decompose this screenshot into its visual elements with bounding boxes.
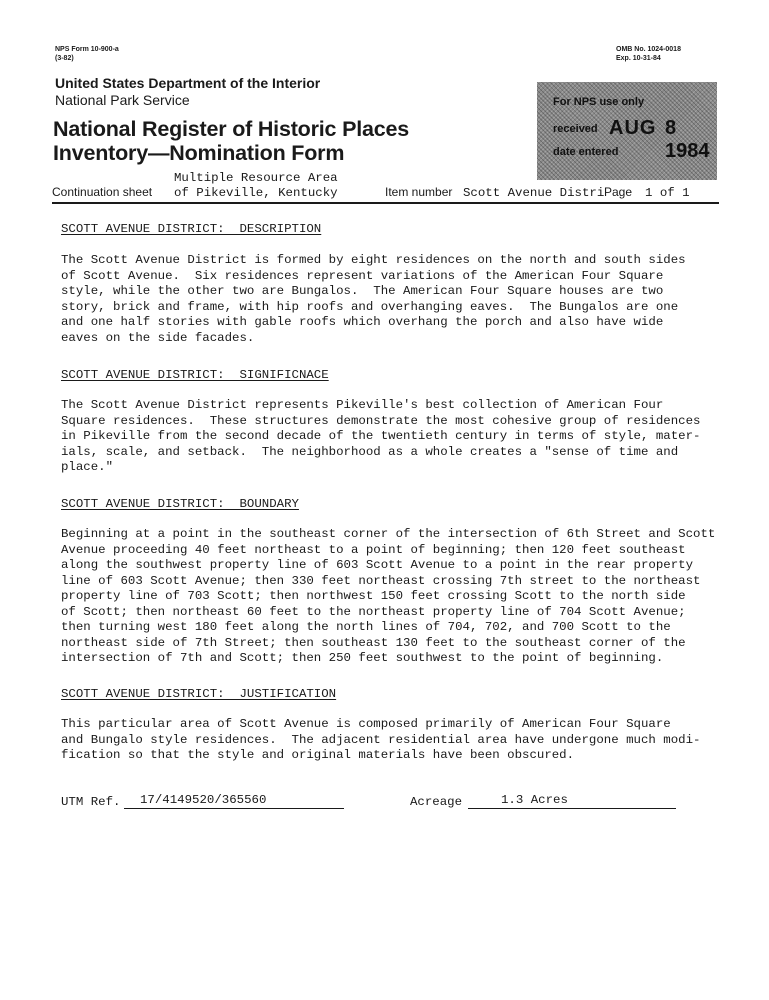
justification-heading: SCOTT AVENUE DISTRICT: JUSTIFICATION: [61, 687, 337, 701]
page-label: Page: [604, 185, 633, 199]
paragraph-line: ials, scale, and setback. The neighborhood as a whole creates a "sense of time and: [61, 444, 679, 459]
item-number-value: Scott Avenue Distri: [463, 186, 605, 200]
paragraph-line: northeast side of 7th Street; then southeast 130 feet to the southeast corner of the: [61, 635, 686, 650]
boundary-heading: SCOTT AVENUE DISTRICT: BOUNDARY: [61, 497, 299, 511]
significance-heading: SCOTT AVENUE DISTRICT: SIGNIFICNACE: [61, 368, 329, 382]
acreage-label: Acreage: [410, 795, 463, 809]
paragraph-line: story, brick and frame, with hip roofs and overhanging eaves. The Bungalos are one: [61, 299, 679, 314]
paragraph-line: style, while the other two are Bungalos. The American Four Square houses are two: [61, 284, 664, 298]
acreage-underline: [468, 808, 676, 809]
acreage-value: 1.3 Acres: [501, 793, 568, 807]
paragraph-line: place.": [61, 460, 114, 474]
paragraph-line: The Scott Avenue District is formed by eight residences on the north and south sides: [61, 253, 686, 267]
continuation-sheet-label: Continuation sheet: [52, 185, 153, 199]
boundary-paragraph: [61, 527, 715, 667]
paragraph-line: eaves on the side facades.: [61, 330, 255, 345]
paragraph-line: of Scott Avenue. Six residences represent variations of the American Four Square: [61, 268, 664, 283]
utm-ref-value: 17/4149520/365560: [140, 793, 267, 807]
paragraph-line: The Scott Avenue District represents Pikeville's best collection of American Four: [61, 398, 664, 412]
form-title-line1: National Register of Historic Places: [53, 117, 410, 141]
form-title-line2: Inventory—Nomination Form: [53, 141, 345, 165]
significance-paragraph: [61, 398, 700, 476]
header-rule: [52, 202, 719, 204]
description-paragraph: [61, 253, 686, 346]
paragraph-line: property line of 703 Scott; then northwest 150 feet crossing Scott to the north side: [61, 589, 686, 603]
property-name-line1: Multiple Resource Area: [174, 171, 338, 185]
form-revision: (3-82): [55, 55, 74, 62]
date-entered-label: date entered: [553, 146, 619, 158]
department-name: United States Department of the Interior: [55, 75, 321, 91]
expiration-date: Exp. 10-31-84: [616, 55, 661, 62]
paragraph-line: intersection of 7th and Scott; then 250 feet southwest to the point of beginning.: [61, 651, 664, 665]
item-number-label: Item number: [385, 185, 453, 199]
paragraph-line: and Bungalo style residences. The adjacent residential area have undergone much modi-: [61, 732, 701, 747]
paragraph-line: Avenue proceeding 40 feet northeast to a point of beginning; then 120 feet southeast: [61, 542, 686, 557]
paragraph-line: and one half stories with gable roofs which overhang the porch and also have wide: [61, 315, 664, 329]
paragraph-line: line of 603 Scott Avenue; then 330 feet northeast crossing 7th street to the northeast: [61, 573, 701, 588]
paragraph-line: fication so that the style and original materials have been obscured.: [61, 748, 575, 762]
paragraph-line: Square residences. These structures demonstrate the most cohesive group of residences: [61, 413, 701, 428]
nps-use-only-box: [537, 82, 717, 180]
omb-number: OMB No. 1024-0018: [616, 46, 681, 53]
description-heading: SCOTT AVENUE DISTRICT: DESCRIPTION: [61, 222, 322, 236]
paragraph-line: along the southwest property line of 603 Scott Avenue to a point in the rear property: [61, 558, 694, 572]
received-stamp-month: AUG: [609, 117, 657, 139]
paragraph-line: This particular area of Scott Avenue is composed primarily of American Four Square: [61, 717, 671, 731]
justification-paragraph: [61, 717, 700, 764]
received-stamp-date: 8 1984: [665, 117, 710, 162]
paragraph-line: Beginning at a point in the southeast corner of the intersection of 6th Street and Scott: [61, 527, 716, 541]
paragraph-line: then turning west 180 feet along the north lines of 704, 702, and 700 Scott to the: [61, 620, 671, 634]
form-number: NPS Form 10-900-a: [55, 46, 119, 53]
nps-box-heading: For NPS use only: [553, 96, 645, 108]
property-name-line2: of Pikeville, Kentucky: [174, 186, 338, 200]
paragraph-line: in Pikeville from the second decade of the twentieth century in terms of style, mater-: [61, 429, 701, 443]
page-value: 1 of 1: [645, 186, 690, 200]
received-label: received: [553, 123, 598, 135]
paragraph-line: of Scott; then northeast 60 feet to the northeast property line of 704 Scott Avenue;: [61, 604, 686, 619]
service-name: National Park Service: [55, 92, 190, 108]
utm-ref-label: UTM Ref.: [61, 795, 121, 809]
